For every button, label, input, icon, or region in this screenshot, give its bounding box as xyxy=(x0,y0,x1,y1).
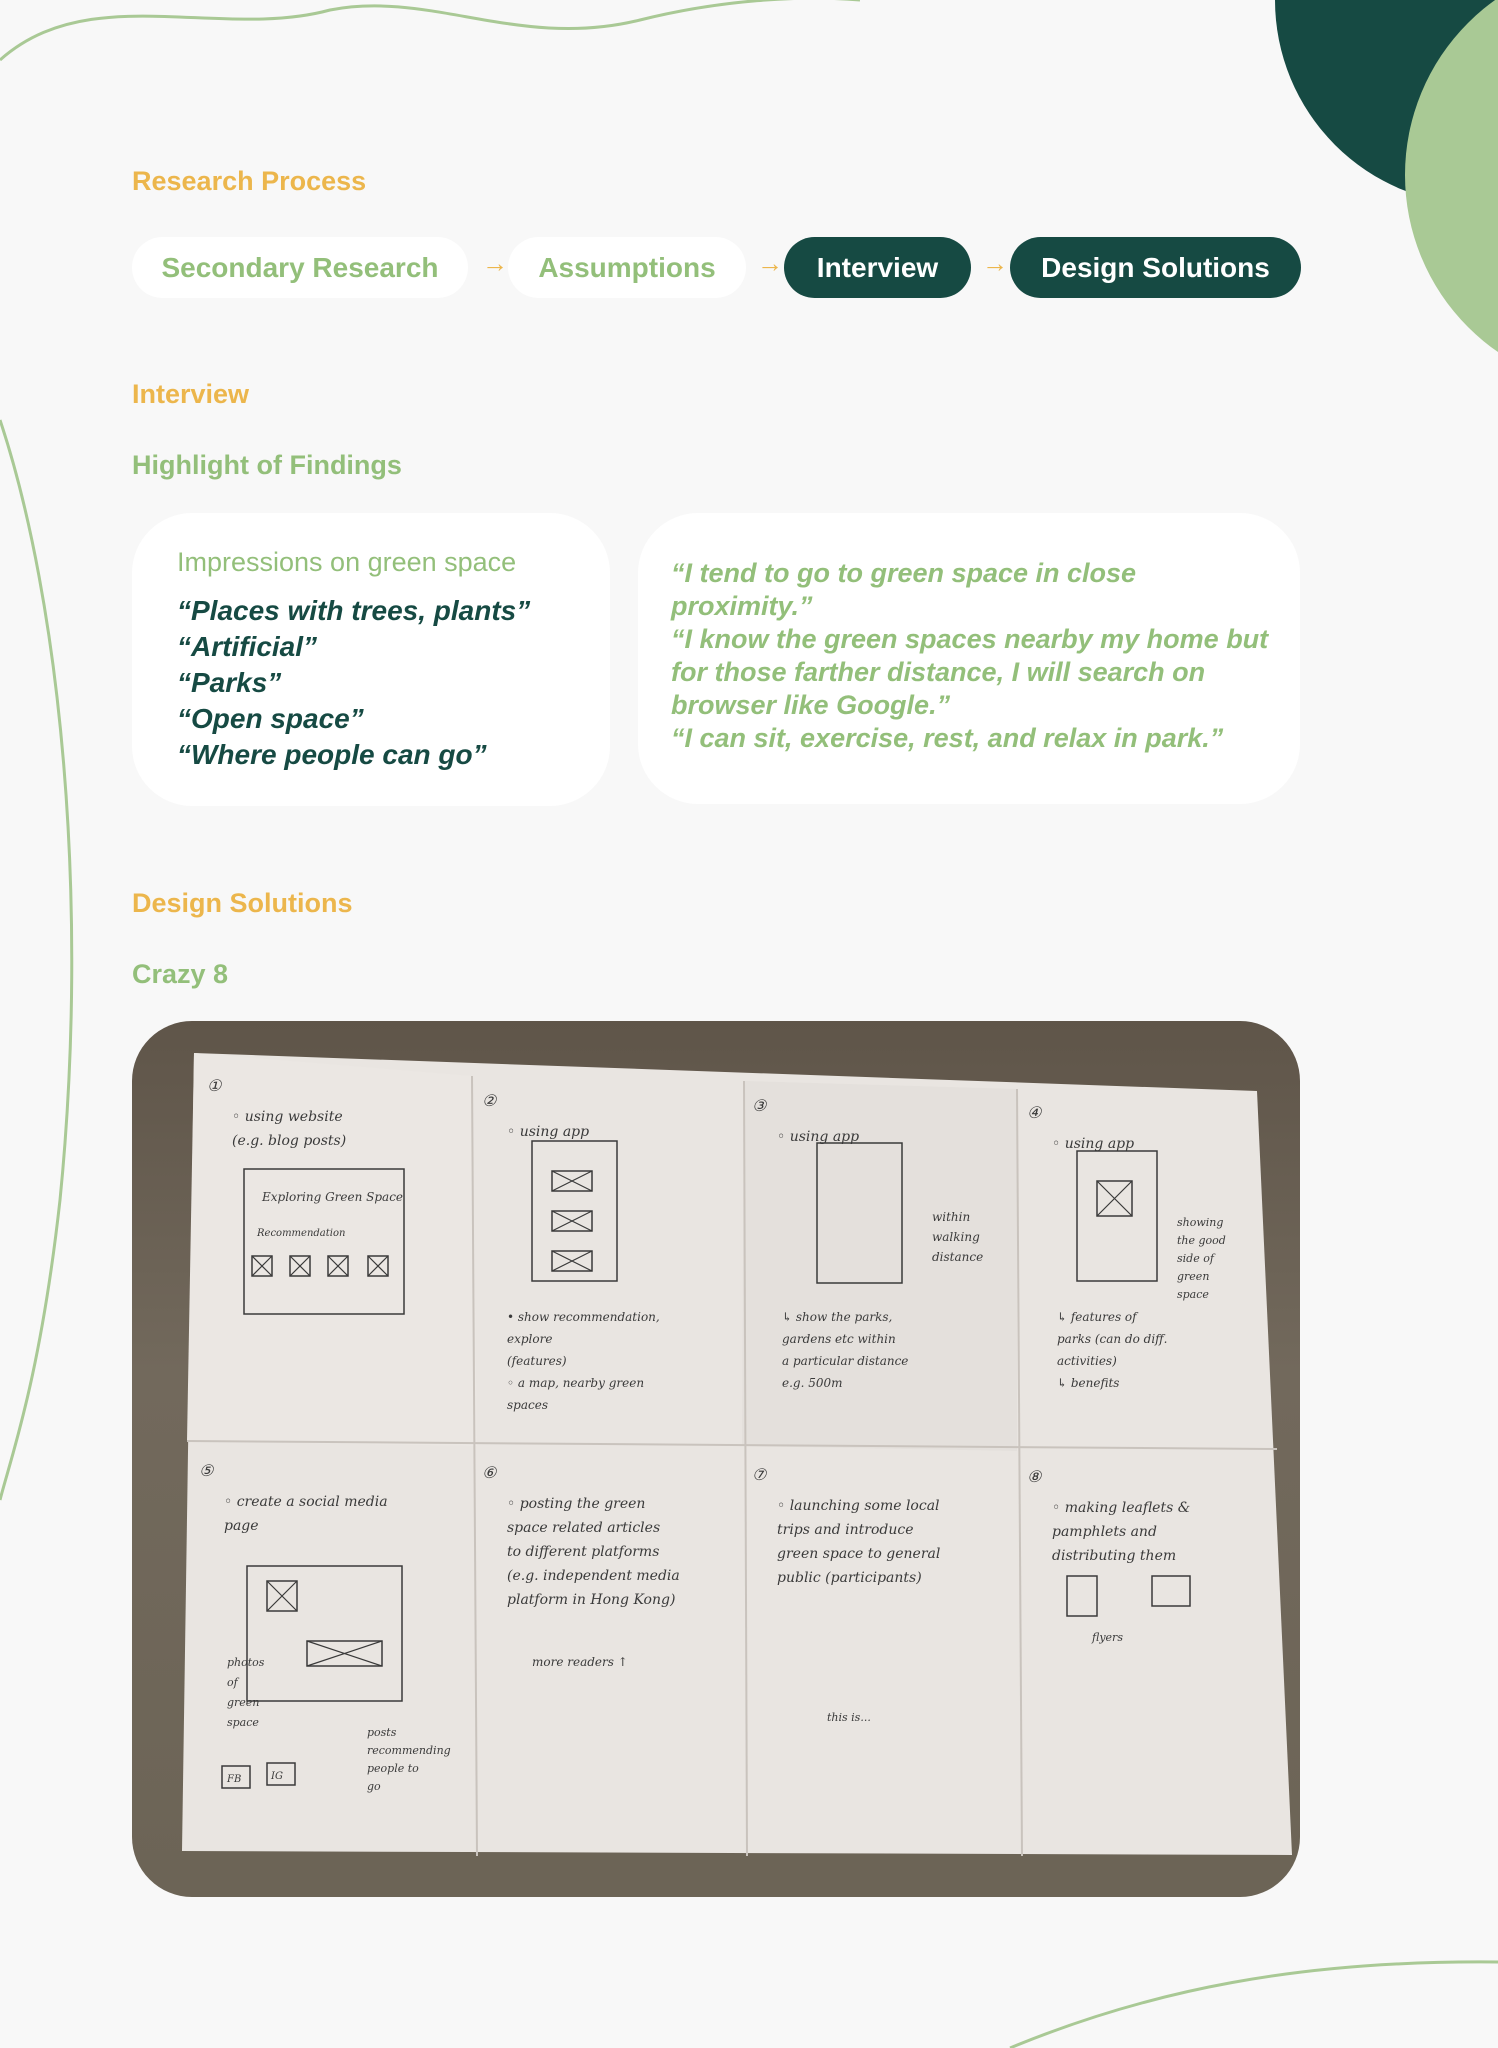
panel-note: parks (can do diff. xyxy=(1057,1332,1168,1346)
findings-quotes-card xyxy=(638,513,1300,804)
panel-heading-text: (e.g. independent media xyxy=(507,1568,680,1584)
panel-note: a particular distance xyxy=(782,1354,909,1368)
panel-note: recommending xyxy=(367,1744,451,1757)
finding-quote: “I tend to go to green space in close proximity.” xyxy=(671,558,1137,621)
panel-heading-text: ◦ launching some local xyxy=(777,1498,940,1514)
panel-heading-text: (e.g. blog posts) xyxy=(232,1133,347,1149)
step-assumptions[interactable]: Assumptions xyxy=(508,237,746,298)
fb-label: FB xyxy=(227,1774,242,1785)
panel-note: spaces xyxy=(507,1398,548,1412)
panel-number: ① xyxy=(207,1076,222,1095)
step-design-solutions[interactable]: Design Solutions xyxy=(1010,237,1301,298)
panel-note: side of xyxy=(1177,1252,1214,1265)
panel-note: ↳ features of xyxy=(1057,1310,1137,1324)
panel-note: more readers ↑ xyxy=(532,1655,628,1669)
arrow-right-icon: → xyxy=(982,248,1008,278)
panel-heading-text: platform in Hong Kong) xyxy=(507,1592,676,1608)
crazy-8-heading: Crazy 8 xyxy=(132,959,229,989)
light-circle-decoration xyxy=(1405,0,1498,390)
ig-label: IG xyxy=(271,1771,283,1782)
finding-quote: “I can sit, exercise, rest, and relax in park.” xyxy=(671,723,1224,753)
interview-section-label: Interview xyxy=(132,379,250,409)
panel-note: flyers xyxy=(1092,1631,1123,1644)
panel-heading-text: ◦ posting the green xyxy=(507,1496,646,1512)
design-solutions-section-label: Design Solutions xyxy=(132,888,353,918)
panel-note: within xyxy=(932,1210,971,1224)
highlight-findings-heading: Highlight of Findings xyxy=(132,450,402,480)
dark-circle-decoration xyxy=(1275,0,1498,205)
impression-quote: “Places with trees, plants” xyxy=(177,595,531,626)
panel-heading-text: trips and introduce xyxy=(777,1522,914,1538)
panel-heading-text: space related articles xyxy=(507,1520,661,1536)
panel-heading-text: ◦ making leaflets & xyxy=(1052,1500,1191,1516)
panel-number: ⑥ xyxy=(482,1463,497,1482)
panel-note: of xyxy=(227,1676,238,1689)
impression-quote: “Artificial” xyxy=(177,631,318,662)
panel-note: • show recommendation, xyxy=(507,1310,660,1324)
arrow-right-icon: → xyxy=(482,248,508,278)
impressions-card-title: Impressions on green space xyxy=(177,547,517,577)
sketch-sheet xyxy=(132,1021,1300,1897)
panel-note: ↳ benefits xyxy=(1057,1376,1120,1390)
panel-note: go xyxy=(367,1780,381,1793)
impression-quote: “Open space” xyxy=(177,703,364,734)
panel-note: photos xyxy=(227,1656,265,1669)
panel-note: e.g. 500m xyxy=(782,1376,843,1390)
panel-number: ③ xyxy=(752,1096,767,1115)
step-interview[interactable]: Interview xyxy=(784,237,971,298)
panel-heading-text: public (participants) xyxy=(777,1570,922,1586)
panel-note: space xyxy=(1177,1288,1209,1301)
panel-number: ⑦ xyxy=(752,1465,767,1484)
research-process-label: Research Process xyxy=(132,166,367,196)
panel-heading-text: to different platforms xyxy=(507,1544,660,1560)
panel-heading-text: ◦ create a social media xyxy=(224,1494,388,1510)
panel-heading-text: ◦ using app xyxy=(1052,1136,1135,1152)
panel-heading-text: page xyxy=(224,1518,259,1534)
arrow-right-icon: → xyxy=(757,248,783,278)
panel-note: walking xyxy=(932,1230,980,1244)
panel-note: green xyxy=(1177,1270,1210,1283)
panel-note: the good xyxy=(1177,1234,1226,1247)
impressions-card xyxy=(132,513,610,806)
panel-number: ④ xyxy=(1027,1103,1042,1122)
sketch-caption: Exploring Green Space xyxy=(262,1190,404,1204)
panel-heading-text: ◦ using app xyxy=(777,1129,860,1145)
panel-note: space xyxy=(227,1716,259,1729)
panel-note: green xyxy=(227,1696,260,1709)
panel-note: gardens etc within xyxy=(782,1332,896,1346)
panel-note: posts xyxy=(367,1726,397,1739)
panel-note: ↳ show the parks, xyxy=(782,1310,893,1324)
sketch-caption: Recommendation xyxy=(257,1228,346,1239)
panel-heading-text: ◦ using website xyxy=(232,1109,343,1125)
panel-number: ② xyxy=(482,1091,497,1110)
panel-heading-text: distributing them xyxy=(1052,1548,1177,1564)
impressions-quote-list xyxy=(177,593,530,773)
step-secondary-research[interactable]: Secondary Research xyxy=(132,237,468,298)
panel-number: ⑧ xyxy=(1027,1467,1042,1486)
finding-quote: “I know the green spaces nearby my home but for those farther distance, I will search on browser like Google.” xyxy=(671,624,1269,720)
impression-quote: “Parks” xyxy=(177,667,282,698)
panel-note: (features) xyxy=(507,1354,567,1368)
panel-note: people to xyxy=(367,1762,419,1775)
findings-quote-list xyxy=(671,557,1271,755)
panel-note: explore xyxy=(507,1332,553,1346)
panel-note: this is... xyxy=(827,1711,871,1724)
panel-note: distance xyxy=(932,1250,984,1264)
crazy-8-sketch-photo xyxy=(132,1021,1300,1897)
panel-heading-text: green space to general xyxy=(777,1546,941,1562)
panel-note: ◦ a map, nearby green xyxy=(507,1376,645,1390)
panel-note: showing xyxy=(1177,1216,1224,1229)
panel-heading-text: pamphlets and xyxy=(1052,1524,1157,1540)
panel-note: activities) xyxy=(1057,1354,1117,1368)
panel-number: ⑤ xyxy=(199,1461,214,1480)
impression-quote: “Where people can go” xyxy=(177,739,487,770)
panel-heading-text: ◦ using app xyxy=(507,1124,590,1140)
